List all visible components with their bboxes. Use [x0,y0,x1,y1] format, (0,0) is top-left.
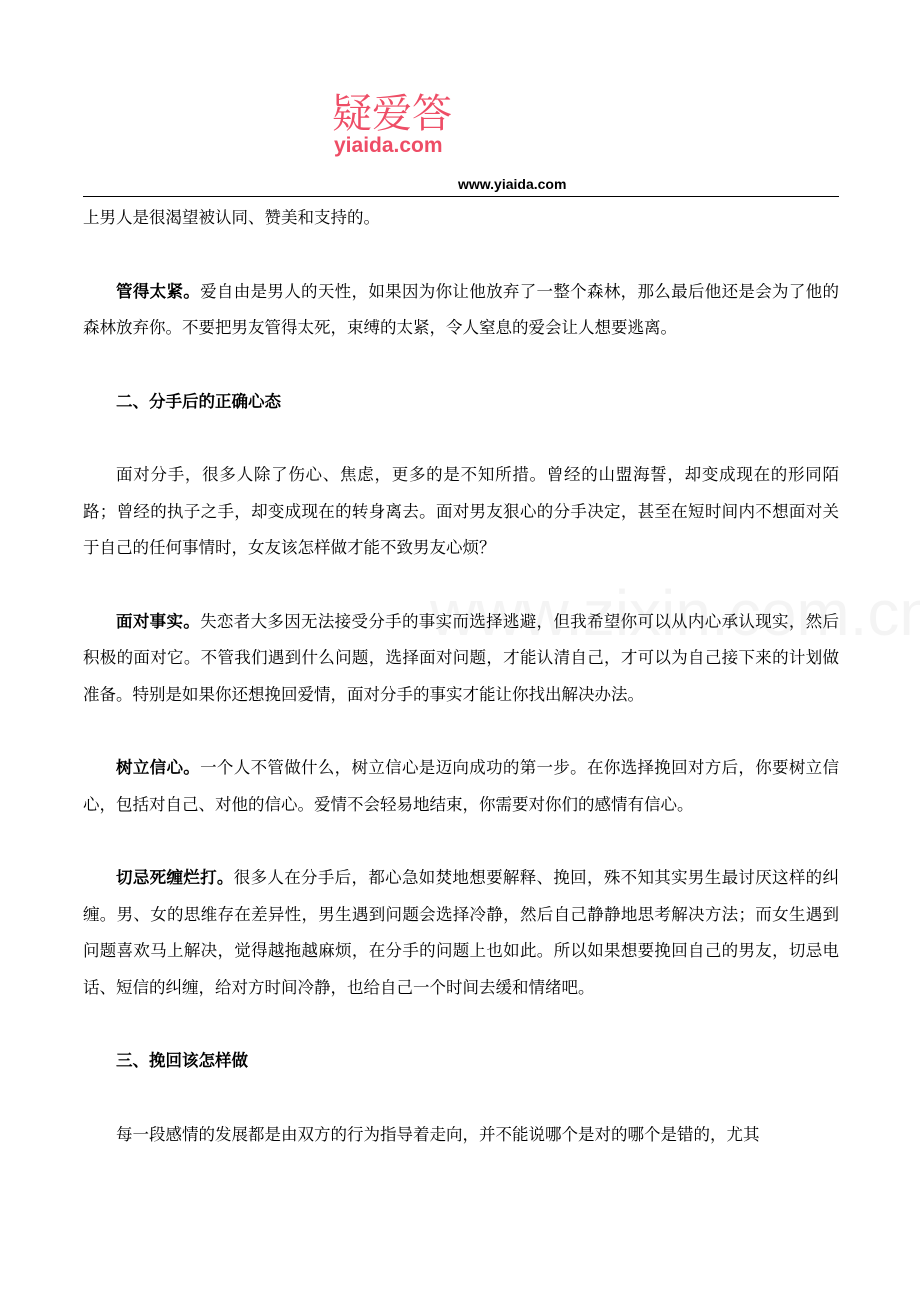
logo-domain-text: yiaida.com [334,134,443,157]
paragraph-facing-breakup [83,457,839,567]
document-body [83,200,839,1190]
paragraph-text: 一个人不管做什么，树立信心是迈向成功的第一步。在你选择挽回对方后，你要树立信心，包括对自己、对他的信心。爱情不会轻易地结束，你需要对你们的感情有信心。 [83,758,840,814]
paragraph-text: 面对分手，很多人除了伤心、焦虑，更多的是不知所措。曾经的山盟海誓，却变成现在的形同陌路；曾经的执子之手，却变成现在的转身离去。面对男友狠心的分手决定，甚至在短时间内不想面对关于自己的任何事情时，女友该怎样做才能不致男友心烦？ [83,465,839,557]
paragraph-lead: 管得太紧。 [116,281,201,301]
paragraph-text: 爱自由是男人的天性，如果因为你让他放弃了一整个森林，那么最后他还是会为了他的森林放弃你。不要把男友管得太死，束缚的太紧，令人窒息的爱会让人想要逃离。 [83,281,840,337]
paragraph-text: 很多人在分手后，都心急如焚地想要解释、挽回，殊不知其实男生最讨厌这样的纠缠。男、女的思维存在差异性，男生遇到问题会选择冷静，然后自己静静地思考解决方法；而女生遇到问题喜欢马上解决，觉得越拖越麻烦，在分手的问题上也如此。所以如果想要挽回自己的男友，切忌电话、短信的纠缠，给对方时间冷静，也给自己一个时间去缓和情绪吧。 [83,868,839,997]
paragraph-build-confidence [83,750,839,823]
section-heading-3: 三、挽回该怎样做 [116,1051,248,1070]
paragraph-face-facts [83,604,839,714]
paragraph-text: 上男人是很渴望被认同、赞美和支持的。 [83,208,380,227]
paragraph-lead: 树立信心。 [116,758,201,777]
paragraph-avoid-pestering [83,860,839,1006]
header-divider [83,196,839,197]
site-logo[interactable] [332,92,462,162]
paragraph-lead: 切忌死缠烂打。 [116,868,234,887]
paragraph-relationship-development [83,1117,839,1154]
header-url[interactable]: www.yiaida.com [458,176,567,192]
paragraph-text: 失恋者大多因无法接受分手的事实而选择逃避，但我希望你可以从内心承认现实，然后积极的面对它。不管我们遇到什么问题，选择面对问题，才能认清自己，才可以为自己接下来的计划做准备。特别是如果你还想挽回爱情，面对分手的事实才能让你找出解决办法。 [83,611,840,704]
paragraph-text: 每一段感情的发展都是由双方的行为指导着走向，并不能说哪个是对的哪个是错的，尤其 [116,1124,760,1144]
logo-chinese-text: 疑爱答 [332,91,452,137]
paragraph-lead: 面对事实。 [116,611,201,631]
paragraph-continuation [83,200,839,237]
section-heading-2: 二、分手后的正确心态 [116,391,281,411]
paragraph-manage-too-tight [83,274,839,347]
